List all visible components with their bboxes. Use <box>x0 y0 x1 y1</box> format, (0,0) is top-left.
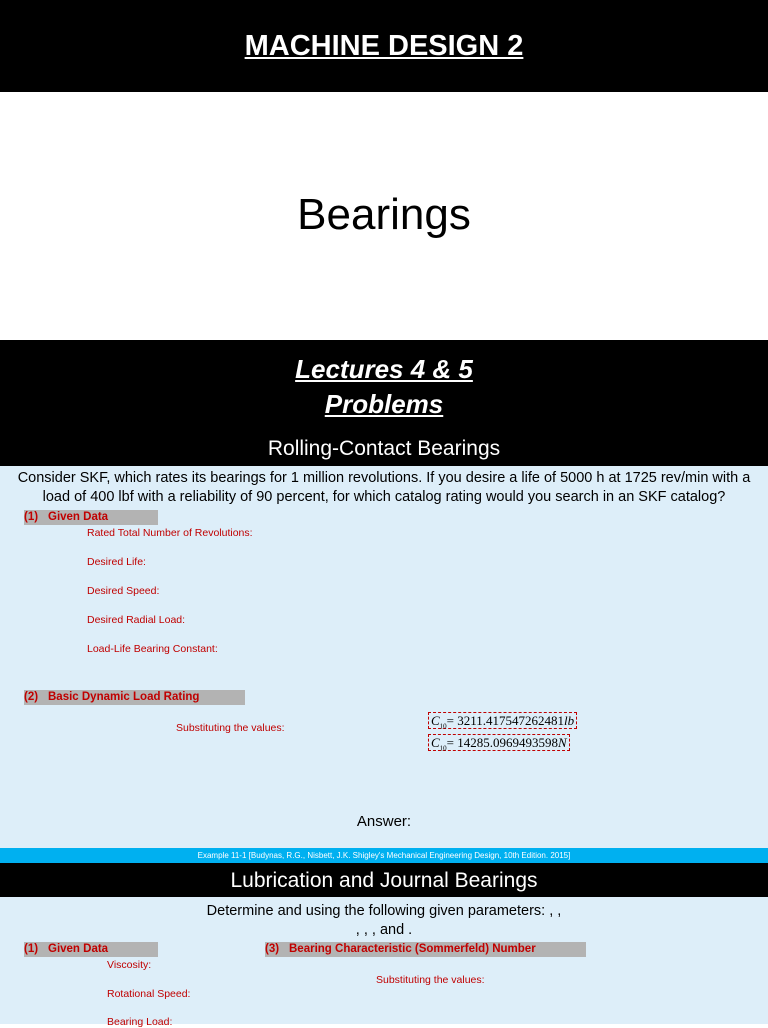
lectures-banner <box>0 340 768 466</box>
given-item-life: Desired Life: <box>87 556 146 568</box>
given-item-load: Desired Radial Load: <box>87 614 186 626</box>
substituting-label: Substituting the values: <box>176 722 285 734</box>
given-item-revolutions: Rated Total Number of Revolutions: <box>87 527 253 539</box>
section-label: Bearing Characteristic (Sommerfeld) Number <box>289 943 536 955</box>
eq-symbol: C <box>431 713 440 728</box>
section-label: Given Data <box>48 943 109 955</box>
course-header <box>0 0 768 92</box>
answer-label: Answer: <box>356 813 412 830</box>
lubrication-banner <box>0 863 768 897</box>
given-item-bearing-load: Bearing Load: <box>107 1016 173 1028</box>
equation-c10-n <box>428 734 570 751</box>
reference-citation: Example 11-1 [Budynas, R.G., Nisbett, J.K. Shigley's Mechanical Engineering Design, 10th Edition. 2015] <box>0 848 768 863</box>
problems-label: Problems <box>324 389 444 419</box>
problem2-statement-line2: , , , and . <box>355 922 413 938</box>
problem2-statement-line1: Determine and using the following given parameters: , , <box>206 903 562 919</box>
given-item-viscosity: Viscosity: <box>107 959 152 971</box>
given-data-heading <box>24 510 158 525</box>
eq-unit: N <box>558 735 567 750</box>
given-data-heading-2 <box>24 942 158 957</box>
eq-unit: lb <box>564 713 575 728</box>
section-number: (2) <box>24 691 39 703</box>
given-item-constant: Load-Life Bearing Constant: <box>87 643 218 655</box>
section-title-lubrication: Lubrication and Journal Bearings <box>230 869 538 892</box>
given-item-speed: Desired Speed: <box>87 585 160 597</box>
section-label: Given Data <box>48 511 109 523</box>
course-title: MACHINE DESIGN 2 <box>244 30 524 62</box>
load-rating-heading <box>24 690 245 705</box>
equation-c10-lb <box>428 712 577 729</box>
topic-title: Bearings <box>297 190 471 239</box>
section-label: Basic Dynamic Load Rating <box>48 691 200 703</box>
sommerfeld-heading <box>265 942 586 957</box>
problem1-statement: Consider SKF, which rates its bearings for 1 million revolutions. If you desire a life of 5000 h at 1725 rev/min with a load of 400 lbf with a reliability of 90 percent, for which catalog rating would you search in an SKF catalog? <box>17 470 751 505</box>
eq-subscript: 10 <box>439 722 447 731</box>
section-title-rolling-contact: Rolling-Contact Bearings <box>267 437 501 460</box>
given-item-rotational-speed: Rotational Speed: <box>107 988 191 1000</box>
substituting-label-2: Substituting the values: <box>376 974 485 986</box>
section-number: (1) <box>24 511 39 523</box>
section-number: (3) <box>265 943 280 955</box>
eq-value: = 3211.417547262481 <box>446 713 565 728</box>
eq-value: = 14285.0969493598 <box>446 735 559 750</box>
eq-subscript: 10 <box>439 744 447 753</box>
lectures-label: Lectures 4 & 5 <box>295 354 473 384</box>
topic-title-area <box>0 92 768 340</box>
section-number: (1) <box>24 943 39 955</box>
eq-symbol: C <box>431 735 440 750</box>
